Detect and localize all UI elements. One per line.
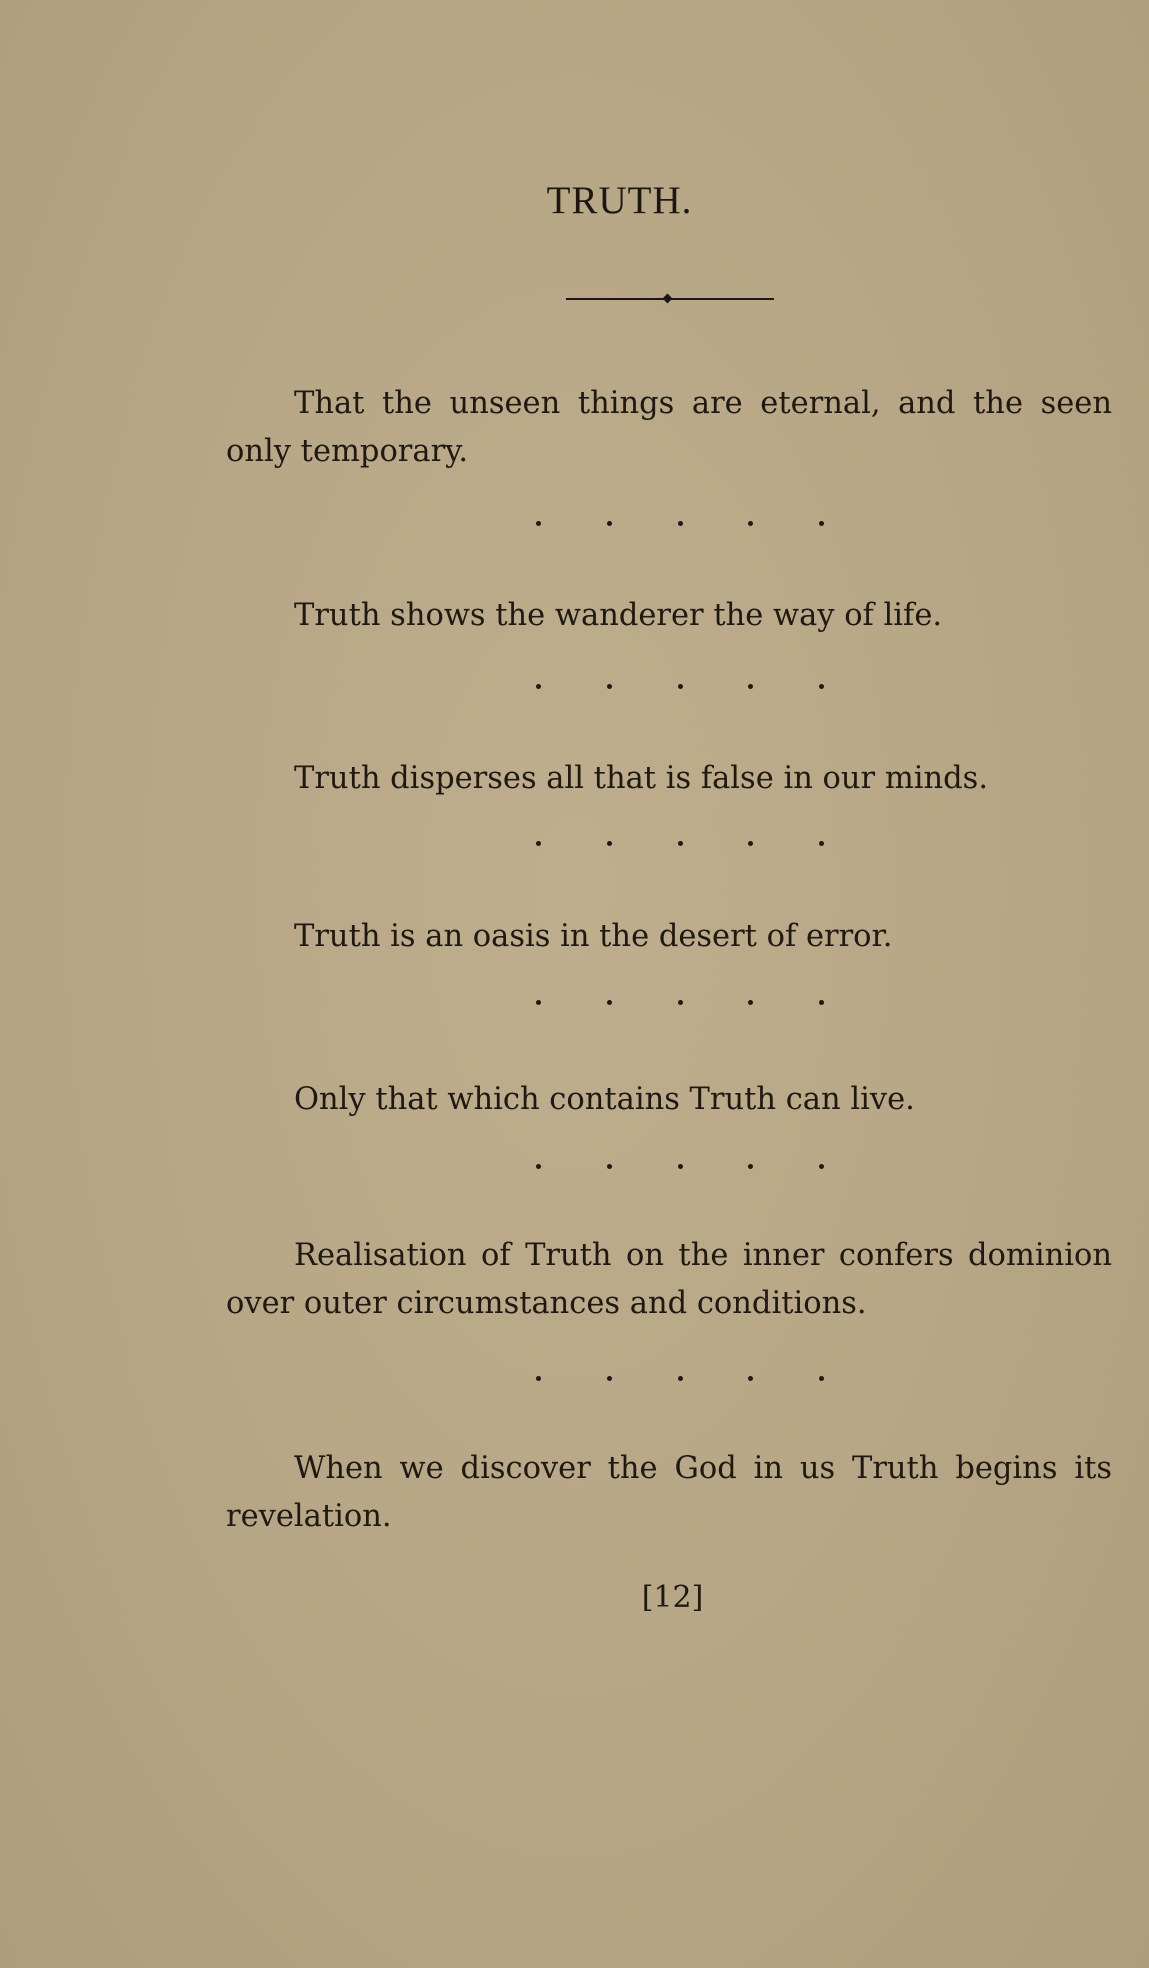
paragraph-text: When we discover the God in us Truth begins its revelation. xyxy=(226,1451,1112,1534)
dot xyxy=(819,1164,824,1169)
dot xyxy=(678,684,683,689)
paragraph-6 xyxy=(226,1232,1112,1328)
dot xyxy=(607,841,612,846)
dot xyxy=(607,1000,612,1005)
dot-separator xyxy=(536,1164,824,1170)
dot xyxy=(536,684,541,689)
dot xyxy=(748,1000,753,1005)
page-title: TRUTH. xyxy=(546,179,693,222)
paragraph-2 xyxy=(226,592,1112,640)
paragraph-text: Truth disperses all that is false in our minds. xyxy=(294,761,989,796)
dot xyxy=(819,684,824,689)
dot-separator xyxy=(536,521,824,527)
page-number: [12] xyxy=(641,1580,704,1615)
dot xyxy=(536,1376,541,1381)
dot xyxy=(748,1376,753,1381)
dot xyxy=(748,521,753,526)
dot xyxy=(536,1000,541,1005)
paragraph-1 xyxy=(226,380,1112,476)
paragraph-text: Truth is an oasis in the desert of error. xyxy=(294,919,893,954)
title-ornament-divider xyxy=(566,295,774,303)
dot xyxy=(536,521,541,526)
dot xyxy=(819,1376,824,1381)
dot xyxy=(678,521,683,526)
dot xyxy=(678,1376,683,1381)
dot-separator xyxy=(536,684,824,690)
dot xyxy=(678,841,683,846)
paragraph-text: That the unseen things are eternal, and the seen only temporary. xyxy=(226,386,1112,469)
dot-separator xyxy=(536,841,824,847)
paragraph-5 xyxy=(226,1076,1112,1124)
dot xyxy=(536,1164,541,1169)
dot-separator xyxy=(536,1376,824,1382)
dot xyxy=(748,841,753,846)
dot xyxy=(678,1000,683,1005)
paragraph-text: Only that which contains Truth can live. xyxy=(294,1082,915,1117)
dot xyxy=(819,1000,824,1005)
dot xyxy=(607,1164,612,1169)
dot xyxy=(536,841,541,846)
paragraph-3 xyxy=(226,755,1112,803)
dot xyxy=(748,684,753,689)
dot xyxy=(748,1164,753,1169)
ornament-diamond-icon xyxy=(663,294,673,304)
dot xyxy=(607,684,612,689)
paragraph-text: Truth shows the wanderer the way of life. xyxy=(294,598,943,633)
dot xyxy=(819,521,824,526)
dot xyxy=(607,521,612,526)
paragraph-7 xyxy=(226,1445,1112,1541)
dot-separator xyxy=(536,1000,824,1006)
paragraph-4 xyxy=(226,913,1112,961)
dot xyxy=(678,1164,683,1169)
dot xyxy=(819,841,824,846)
paragraph-text: Realisation of Truth on the inner confers dominion over outer circumstances and conditions. xyxy=(226,1238,1112,1321)
dot xyxy=(607,1376,612,1381)
